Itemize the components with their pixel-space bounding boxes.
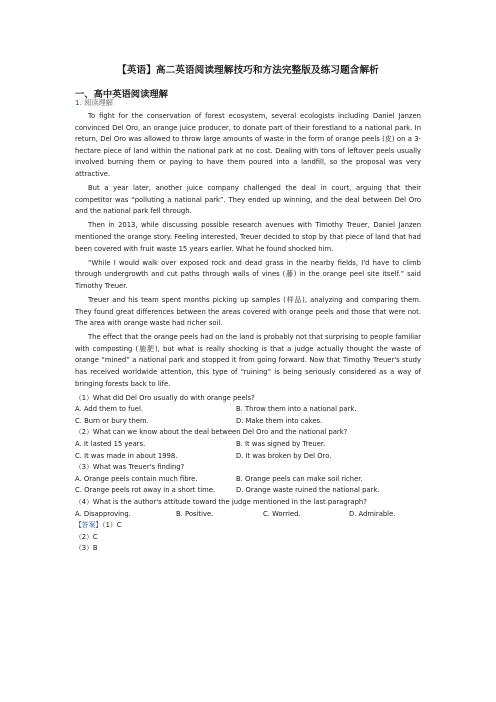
question-stem: （4）What is the author's attitude toward the judge mentioned in the last paragraph? xyxy=(75,498,367,506)
reading-body xyxy=(75,111,421,555)
passage-paragraph: Treuer and his team spent months picking up samples (样品), analyzing and comparing them. They found great differences between the areas covered with orange peels and those that were not. The area with orange waste had richer soil. xyxy=(75,295,421,328)
option-d: D. Admirable. xyxy=(349,509,396,518)
option-row xyxy=(75,509,421,521)
passage-paragraph: The effect that the orange peels had on the land is probably not that surprising to people familiar with composting (施肥), but what is really shocking is that a judge actually thought the waste of orange “mined” a national park and stopped it from going forward. Now that Timothy Treuer's study has received worldwide attention, this type of “ruining” is being seriously considered as a way of bringing forests back to life. xyxy=(75,333,421,388)
answer-line: （2）C xyxy=(75,532,98,541)
option-a: A. Add them to fuel. xyxy=(75,405,144,414)
question-stem: （3）What was Treuer's finding? xyxy=(75,463,185,472)
option-row xyxy=(75,485,421,497)
section-heading: 一、高中英语阅读理解 xyxy=(75,89,168,100)
option-row xyxy=(75,439,421,451)
option-a: A. It lasted 15 years. xyxy=(75,440,146,449)
option-d: D. Make them into cakes. xyxy=(236,416,323,425)
question-stem: （1）What did Del Oro usually do with orange peels? xyxy=(75,393,255,402)
option-b: B. It was signed by Treuer. xyxy=(236,440,326,449)
option-c: C. It was made in about 1998. xyxy=(75,451,178,460)
option-a: A. Orange peels contain much fibre. xyxy=(75,474,198,483)
answer-line xyxy=(75,520,421,532)
document-title: 【英语】高二英语阅读理解技巧和方法完整版及练习题含解析 xyxy=(117,65,379,76)
answer-line: （3）B xyxy=(75,544,98,553)
passage-paragraph: “While I would walk over exposed rock and dead grass in the nearby fields, I'd have to climb through undergrowth and cut paths through walls of vines (藤) in the orange peel site itself.” said Timothy Treuer. xyxy=(75,258,421,290)
option-row xyxy=(75,416,421,428)
passage-paragraph: To fight for the conservation of forest ecosystem, several ecologists including Daniel Janzen convinced Del Oro, an orange juice producer, to donate part of their forestland to a national park. In return, Del Oro was allowed to throw large amounts of waste in the form of orange peels (皮) on a 3-hectare piece of land within the national park at no cost. Dealing with tons of leftover peels usually involved burning them or paying to have them poured into a landfill, so the proposal was very attractive. xyxy=(75,112,421,178)
question-4 xyxy=(75,497,421,520)
question-stem: （2）What can we know about the deal between Del Oro and the national park? xyxy=(75,428,348,437)
option-row xyxy=(75,474,421,486)
option-b: B. Orange peels can make soil richer. xyxy=(236,474,363,483)
answer-value: （1）C xyxy=(102,521,122,530)
item-heading xyxy=(75,98,113,108)
option-c: C. Orange peels rot away in a short time. xyxy=(75,486,216,495)
item-label: 阅读理解 xyxy=(84,98,113,107)
option-b: B. Positive. xyxy=(176,509,214,518)
option-row xyxy=(75,404,421,416)
question-3 xyxy=(75,462,421,497)
item-number: 1. xyxy=(75,98,82,107)
option-d: D. It was broken by Del Oro. xyxy=(236,451,332,460)
option-b: B. Throw them into a national park. xyxy=(236,405,357,414)
passage-paragraph: Then in 2013, while discussing possible research avenues with Timothy Treuer, Daniel Janzen mentioned the orange story. Feeling interested, Treuer decided to stop by that piece of land that had been covered with fruit waste 15 years earlier. What he found shocked him. xyxy=(75,221,421,253)
question-2 xyxy=(75,427,421,462)
question-1 xyxy=(75,393,421,428)
option-c: C. Burn or bury them. xyxy=(75,416,149,425)
answer-tag: 【答案】 xyxy=(75,521,103,530)
option-row xyxy=(75,451,421,463)
option-a: A. Disapproving. xyxy=(75,509,131,518)
option-d: D. Orange waste ruined the national park. xyxy=(236,486,380,495)
passage-paragraph: But a year later, another juice company challenged the deal in court, arguing that their competitor was “polluting a national park”. They ended up winning, and the deal between Del Oro and the national park fell through. xyxy=(75,184,421,216)
option-c: C. Worried. xyxy=(263,509,301,518)
answer-block xyxy=(75,520,421,555)
